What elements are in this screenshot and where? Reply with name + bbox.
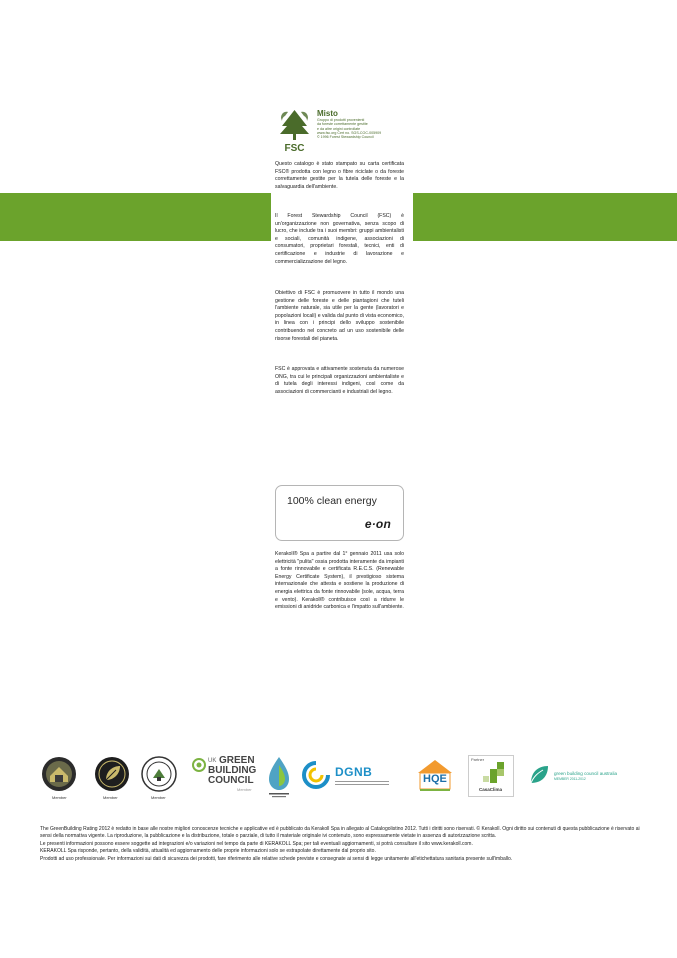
footer-copyright: The GreenBuilding Rating 2012 è redatto in base alle nostre migliori conoscenze tecniche e applicative ed è pubblicato da Kerakoll Spa in allegato al Catalogolistino 2012. Tutti i diritti sono riservati. © Kerakoll. Ogni diritto sui contenuti di questa pubblicazione è riservato ai sensi della normativa vigente. La riproduzione, la pubblicazione e la distribuzione, totale o parziale, di tutto il materiale originale ivi contenuto, sono espressamente vietate in assenza di autorizzazione scritta.: [40, 826, 640, 840]
green-band-right: [413, 193, 677, 241]
dgnb-logo: [302, 761, 402, 795]
casaclima-logo: [468, 755, 514, 797]
fsc-tree-icon: [276, 108, 318, 154]
ukgbc-line1: GREEN: [219, 755, 255, 766]
casaclima-squares-icon: [473, 762, 509, 784]
hqe-text: HQE: [423, 773, 447, 785]
casaclima-name: CasaClima: [479, 787, 503, 792]
member-caption-3: Member: [151, 795, 166, 800]
eon-logo: e·on: [364, 517, 391, 531]
gbca-name: green building council australia: [554, 771, 618, 776]
certification-logos: [38, 755, 638, 805]
ukgbc-member: Member: [237, 787, 252, 792]
legal-footer: [40, 826, 640, 863]
dgnb-text: DGNB: [335, 765, 373, 779]
ukgbc-swirl-icon: [191, 757, 207, 773]
member-caption-2: Member: [103, 795, 118, 800]
green-building-seal-icon: [141, 756, 177, 792]
member-seal-3: [141, 756, 177, 797]
gbca-leaf-icon: [528, 764, 550, 786]
member-seal-2: [94, 756, 130, 797]
fsc-subtitle: Gruppo di prodotti provenienti da foreste correttamente gestite e da altre origini controllate www.fsc.org Cert no. SGS-COC-005909 © 1996 Forest Stewardship Council: [317, 118, 382, 140]
footer-validity: KERAKOLL Spa risponde, pertanto, della validità, attualità ed aggiornamento delle proprie informazioni solo se estrapolate direttamente dal proprio sito.: [40, 848, 376, 855]
fsc-paragraph-4: FSC è approvata e attivamente sostenuta da numerose ONG, tra cui le principali organizzazioni ambientaliste e di tutela degli interessi indigeni, così come da associazioni di commercianti e industriali del legno.: [275, 366, 404, 395]
green-band-left: [0, 193, 271, 241]
ukgbc-line2: BUILDING: [208, 765, 257, 776]
member-caption-1: Member: [52, 795, 67, 800]
hqe-logo: [415, 758, 455, 794]
member-seal-1: [41, 756, 77, 797]
fsc-label-text: [317, 109, 403, 139]
fsc-paragraph-1: Questo catalogo è stato stampato su carta certificata FSC® prodotta con legno o fibre riciclate o da foreste correttamente gestite per la tutela delle foreste e la salvaguardia dell'ambiente.: [275, 161, 404, 190]
fsc-title: Misto: [317, 109, 338, 118]
eon-paragraph: Kerakoll® Spa a partire dal 1° gennaio 2011 usa solo elettricità "pulita" ossia prodotta interamente da impianti a fonte rinnovabile e certificata R.E.C.S. (Renewable Energy Certificate System), il prestigioso sistema internazionale che attesta e sostiene la produzione di energia elettrica da fonte rinnovabile (sole, acqua, terra e vento). Kerakoll® contribuisce così a ridurre le emissioni di anidride carbonica e l'impatto sull'ambiente.: [275, 551, 404, 611]
fsc-logo-text: FSC: [284, 143, 305, 154]
gbca-member: MEMBER 2011-2012: [554, 777, 586, 781]
ukgbc-uk: UK: [208, 758, 217, 764]
green-drop-logo: [266, 755, 292, 804]
casaclima-partner: Partner: [471, 757, 485, 762]
ukgbc-line3: COUNCIL: [208, 775, 254, 786]
footer-professional-use: Prodotti ad uso professionale. Per informazioni sui dati di sicurezza dei prodotti, fare riferimento alle relative schede previste e consegnate ai sensi di legge unitamente all'etichettatura sanitaria presente sull'imballo.: [40, 855, 513, 862]
gbca-logo: [528, 764, 638, 790]
fsc-paragraph-3: Obiettivo di FSC è promuovere in tutto il mondo una gestione delle foreste e delle piantagioni che tuteli l'ambiente naturale, sia utile per la gente (lavoratori e popolazioni locali) e valida dal punto di vista economico, in linea con i principi dello sviluppo sostenibile contribuendo nel concreto ad un uso sostenibile delle risorse forestali del pianeta.: [275, 290, 404, 342]
dgnb-swirl-icon: [302, 761, 330, 789]
eon-clean-energy-badge: [275, 485, 404, 541]
green-council-seal-icon: [41, 756, 77, 792]
ukgbc-logo: [191, 755, 257, 795]
eon-tagline: 100% clean energy: [287, 495, 377, 507]
fsc-paragraph-2: Il Forest Stewardship Council (FSC) è un'organizzazione non governativa, senza scopo di lucro, che include tra i suoi membri: gruppi ambientalisti e sociali, comunità indigene, associazioni di consumatori, proprietari forestali, tecnici, enti di certificazione e industrie di lavorazione e commercializzazione del legno.: [275, 213, 404, 265]
dgnb-subline-2: [335, 784, 389, 785]
leaf-drop-icon: [266, 755, 292, 799]
leaf-seal-icon: [94, 756, 130, 792]
footer-updates: Le presenti informazioni possono essere soggette ad integrazioni e/o variazioni nel tempo da parte di KERAKOLL Spa; per tali eventuali aggiornamenti, si potrà consultare il sito www.kerakoll.com.: [40, 840, 473, 847]
dgnb-subline-1: [335, 781, 389, 782]
